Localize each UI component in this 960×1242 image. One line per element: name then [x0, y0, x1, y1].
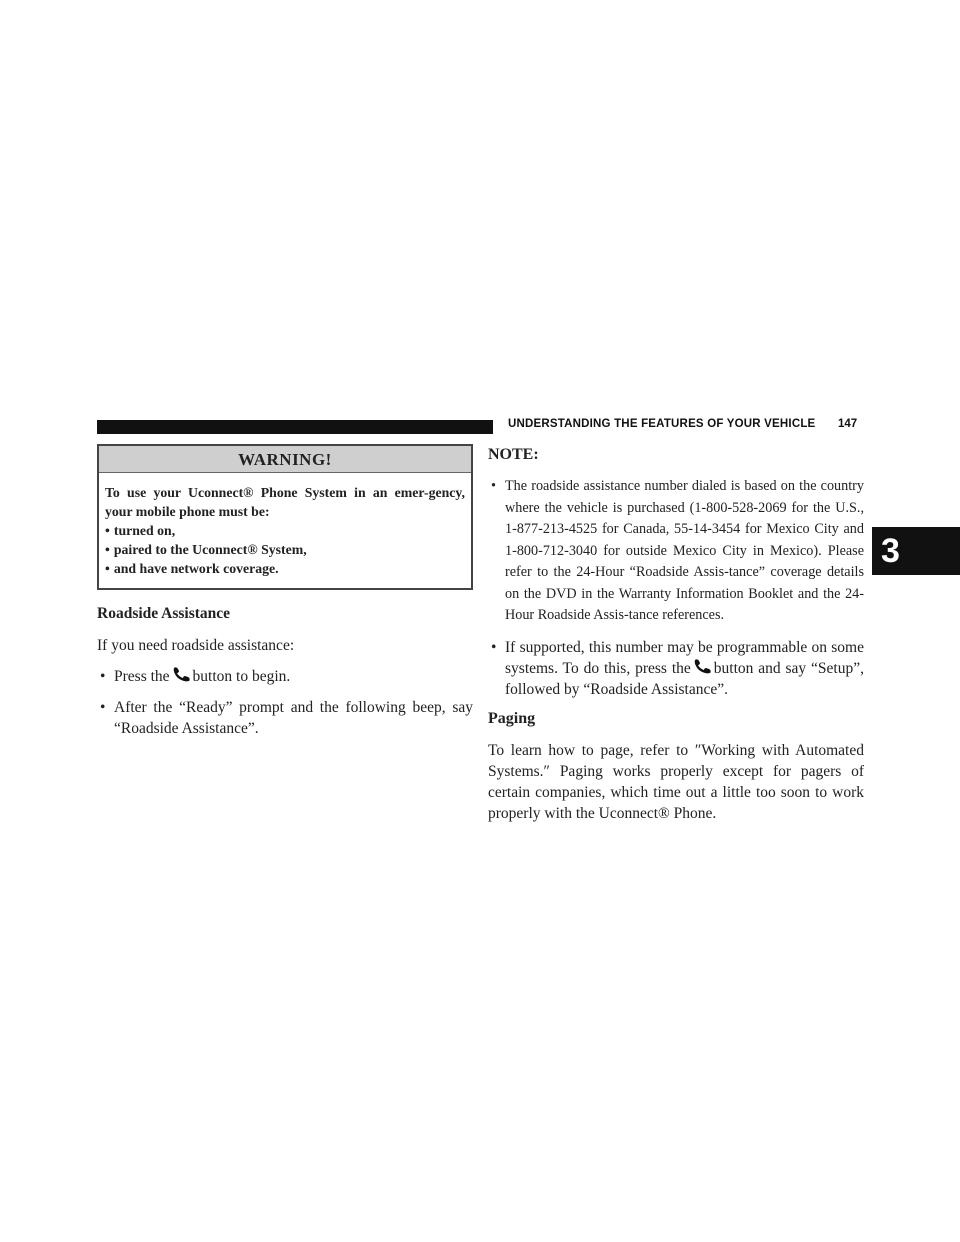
- warning-item: • and have network coverage.: [105, 561, 279, 576]
- list-item: • The roadside assistance number dialed is based on the country where the vehicle is purchased (1-800-528-2069 for the U.S., 1-877-213-4525 for Canada, 55-14-3454 for Mexico City and 1-800-712-3040 for outside Mexico City in Mexico). Please refer to the 24-Hour “Roadside Assis-tance” coverage details on the DVD in the Warranty Information Booklet and the 24-Hour Roadside Assis-tance references.: [491, 478, 864, 623]
- chapter-tab: 3: [872, 527, 960, 575]
- list-item: • After the “Ready” prompt and the following beep, say “Roadside Assistance”.: [100, 699, 473, 737]
- roadside-heading: Roadside Assistance: [97, 605, 231, 622]
- warning-box: [97, 444, 473, 590]
- warning-body: [99, 473, 471, 588]
- list-item: • Press the button to begin.: [100, 668, 291, 685]
- page-header-title: UNDERSTANDING THE FEATURES OF YOUR VEHICLE: [508, 418, 816, 430]
- warning-item: • turned on,: [105, 523, 176, 538]
- right-column: [488, 444, 864, 834]
- phone-icon: [693, 658, 713, 674]
- roadside-steps: [97, 666, 473, 739]
- note-list: [488, 476, 864, 700]
- left-column: [97, 444, 473, 749]
- paging-text: To learn how to page, refer to ″Working with Automated Systems.″ Paging works properly except for pagers of certain companies, which time out a little too soon to work properly with the Uconnect® Phone.: [488, 741, 864, 822]
- page-number: 147: [838, 418, 858, 430]
- warning-intro: To use your Uconnect® Phone System in an emer-gency, your mobile phone must be:: [105, 485, 465, 519]
- phone-icon: [172, 666, 192, 682]
- warning-title: WARNING!: [99, 446, 471, 473]
- note-heading: NOTE:: [488, 446, 539, 463]
- paging-heading: Paging: [488, 709, 536, 727]
- roadside-intro: If you need roadside assistance:: [97, 637, 295, 654]
- warning-item: • paired to the Uconnect® System,: [105, 542, 307, 557]
- list-item: • If supported, this number may be programmable on some systems. To do this, press the button and say “Setup”, followed by “Roadside Assistance”.: [491, 638, 864, 698]
- header-bar: [97, 420, 493, 434]
